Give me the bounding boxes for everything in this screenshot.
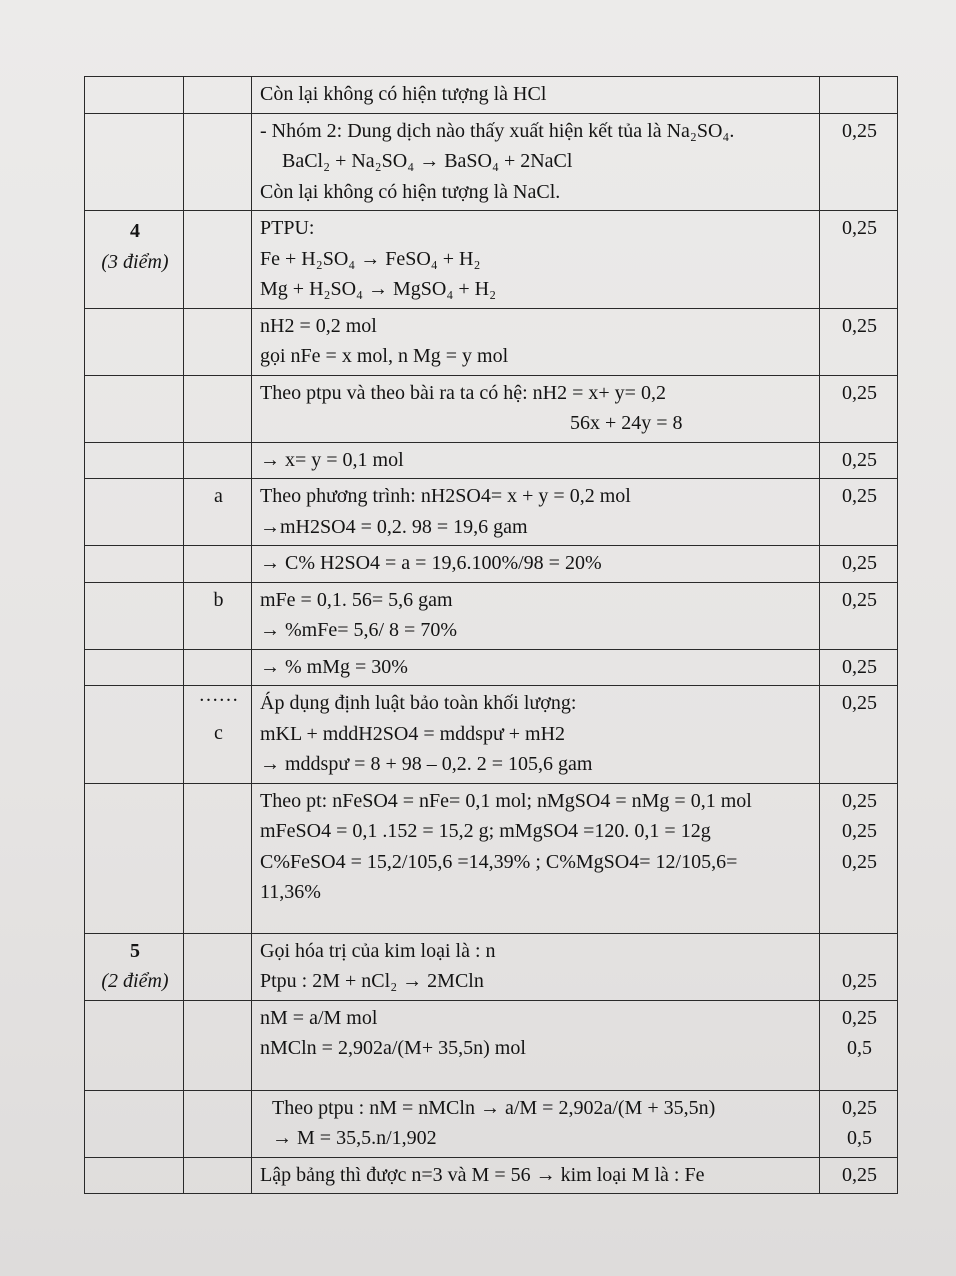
table-row [85,1000,898,1090]
content-cell: Theo ptpu và theo bài ra ta có hệ: nH2 = x+ y= 0,2 56x + 24y = 8 [252,375,820,442]
part-label: …… c [184,686,252,784]
table-row [85,375,898,442]
score-cell: 0,25 0,5 [820,1000,898,1090]
table-row [85,546,898,583]
score-cell: 0,25 [820,933,898,1000]
score-cell: 0,25 [820,649,898,686]
answer-key-table [84,76,898,1194]
table-row [85,686,898,784]
score-cell: 0,25 [820,442,898,479]
question-points: (2 điểm) [101,970,169,992]
content-cell: → x= y = 0,1 mol [252,442,820,479]
content-cell: Theo pt: nFeSO4 = nFe= 0,1 mol; nMgSO4 = nMg = 0,1 mol mFeSO4 = 0,1 .152 = 15,2 g; mMgSO4 =120. 0,1 = 12g C%FeSO4 = 15,2/105,6 =14,39% ; C%MgSO4= 12/105,6= 11,36% [252,783,820,933]
score-cell: 0,25 [820,582,898,649]
question-number: 5 [130,939,140,962]
table-row [85,479,898,546]
question-cell [85,933,184,1000]
content-cell: Áp dụng định luật bảo toàn khối lượng: mKL + mddH2SO4 = mddspư + mH2 → mddspư = 8 + 98 – 0,2. 2 = 105,6 gam [252,686,820,784]
table-row [85,113,898,211]
score-cell: 0,25 [820,211,898,309]
content-cell: - Nhóm 2: Dung dịch nào thấy xuất hiện kết tủa là Na₂SO₄. BaCl₂ + Na₂SO₄ → BaSO₄ + 2NaCl Còn lại không có hiện tượng là NaCl. [252,113,820,211]
table-row [85,582,898,649]
table-row [85,77,898,114]
score-cell: 0,25 0,5 [820,1090,898,1157]
table-row [85,649,898,686]
table-row [85,1090,898,1157]
content-cell: PTPU: Fe + H₂SO₄ → FeSO₄ + H₂ Mg + H₂SO₄ → MgSO₄ + H₂ [252,211,820,309]
question-points: (3 điểm) [101,250,169,273]
table-row [85,1157,898,1194]
content-cell: Còn lại không có hiện tượng là HCl [252,77,820,114]
content-cell: Theo ptpu : nM = nMCln → a/M = 2,902a/(M + 35,5n) → M = 35,5.n/1,902 [252,1090,820,1157]
question-number: 4 [130,220,140,242]
part-label: b [184,582,252,649]
score-cell [820,77,898,114]
content-cell: Lập bảng thì được n=3 và M = 56 → kim loại M là : Fe [252,1157,820,1194]
table-row [85,442,898,479]
table-row [85,933,898,1000]
content-cell: nM = a/M mol nMCln = 2,902a/(M+ 35,5n) mol [252,1000,820,1090]
content-cell: nH2 = 0,2 mol gọi nFe = x mol, n Mg = y mol [252,308,820,375]
score-cell: 0,25 0,25 0,25 [820,783,898,933]
content-cell: → % mMg = 30% [252,649,820,686]
table-row [85,308,898,375]
score-cell: 0,25 [820,308,898,375]
table-row [85,783,898,933]
part-label: a [184,479,252,546]
score-cell: 0,25 [820,479,898,546]
score-cell: 0,25 [820,546,898,583]
content-cell: → C% H2SO4 = a = 19,6.100%/98 = 20% [252,546,820,583]
score-cell: 0,25 [820,375,898,442]
score-cell: 0,25 [820,1157,898,1194]
content-cell: Theo phương trình: nH2SO4= x + y = 0,2 mol →mH2SO4 = 0,2. 98 = 19,6 gam [252,479,820,546]
content-cell: mFe = 0,1. 56= 5,6 gam → %mFe= 5,6/ 8 = 70% [252,582,820,649]
score-cell: 0,25 [820,686,898,784]
table-row [85,211,898,309]
score-cell: 0,25 [820,113,898,211]
question-cell [85,211,184,309]
content-cell: Gọi hóa trị của kim loại là : n Ptpu : 2M + nCl₂ → 2MCln [252,933,820,1000]
